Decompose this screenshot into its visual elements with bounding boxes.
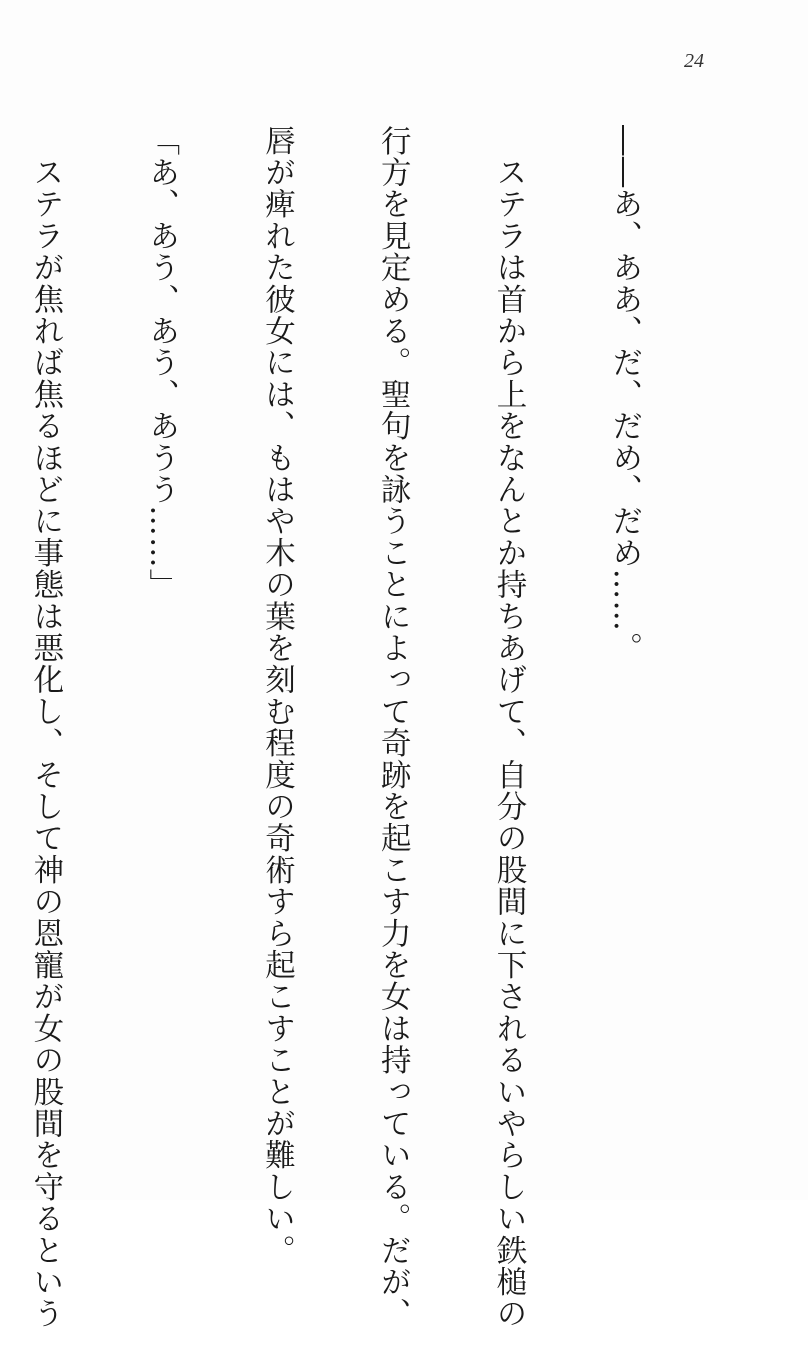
text-line: 唇が痺れた彼女には、もはや木の葉を刻む程度の奇術すら起こすことが難しい。 [259,125,295,1267]
text-line: 行方を見定める。聖句を詠うことによって奇跡を起こす力を女は持っている。だが、 [375,125,411,1330]
vertical-text-body [0,125,720,1330]
text-line: ――あ、ああ、だ、だめ、だめ……。 [606,125,642,664]
text-line: 「あ、あう、あう、あうう……」 [143,125,179,601]
page-number: 24 [684,50,704,72]
text-line: ステラは首から上をなんとか持ちあげて、自分の股間に下されるいやらしい鉄槌の [491,125,527,1330]
text-line: ステラが焦れば焦るほどに事態は悪化し、そして神の恩寵が女の股間を守るという [27,125,63,1330]
